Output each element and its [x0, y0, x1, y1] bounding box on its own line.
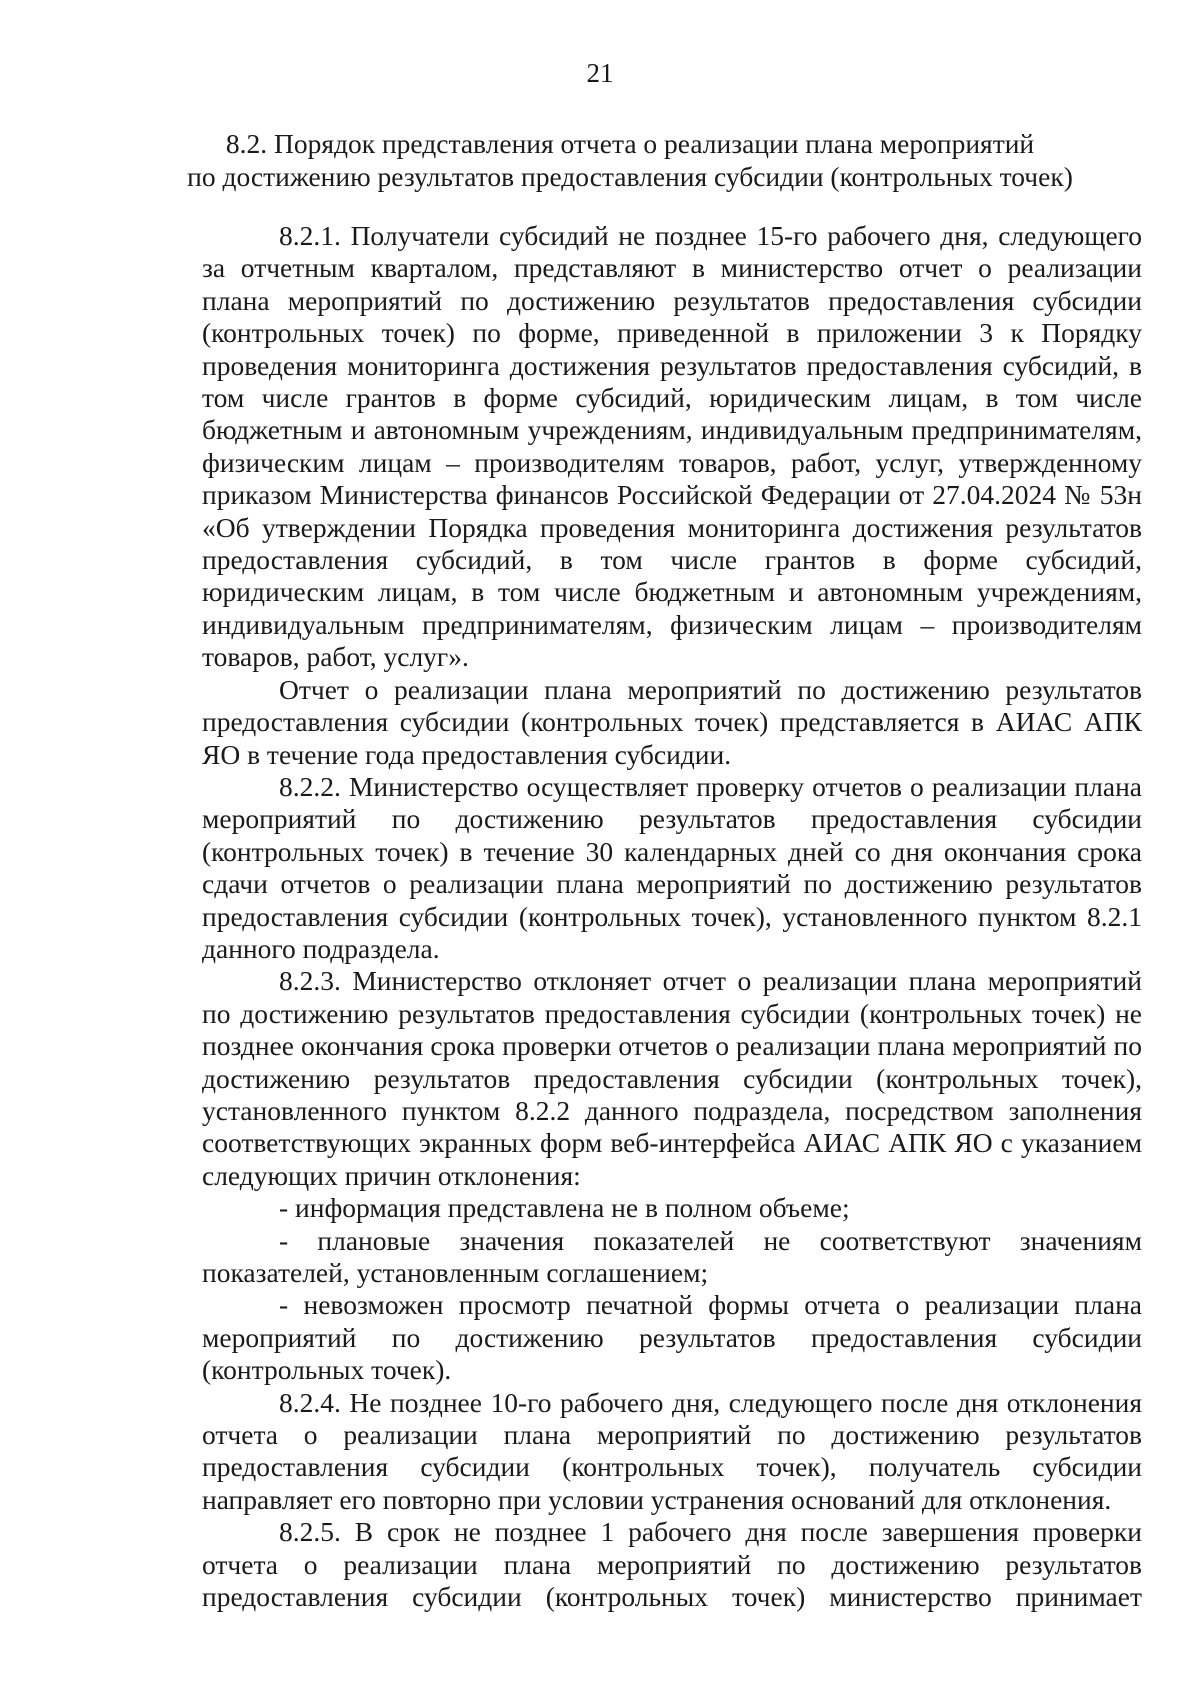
- list-item-rejection-reason: - невозможен просмотр печатной формы отчета о реализации плана мероприятий по достижению результатов предоставления субсидии (контрольных точек).: [202, 1289, 1142, 1386]
- paragraph-8-2-1: 8.2.1. Получатели субсидий не позднее 15-го рабочего дня, следующего за отчетным кварталом, представляют в министерство отчет о реализации плана мероприятий по достижению результатов предоставления субсидии (контрольных точек) по форме, приведенной в приложении 3 к Порядку проведения мониторинга достижения результатов предоставления субсидий, в том числе грантов в форме субсидий, юридическим лицам, в том числе бюджетным и автономным учреждениям, индивидуальным предпринимателям, физическим лицам – производителям товаров, работ, услуг, утвержденному приказом Министерства финансов Российской Федерации от 27.04.2024 № 53н «Об утверждении Порядка проведения мониторинга достижения результатов предоставления субсидий, в том числе грантов в форме субсидий, юридическим лицам, в том числе бюджетным и автономным учреждениям, индивидуальным предпринимателям, физическим лицам – производителям товаров, работ, услуг».: [202, 220, 1142, 673]
- section-heading-line-2: по достижению результатов предоставления субсидии (контрольных точек): [187, 161, 1073, 192]
- paragraph-8-2-5: 8.2.5. В срок не позднее 1 рабочего дня после завершения проверки отчета о реализации плана мероприятий по достижению результатов предоставления субсидии (контрольных точек) министерство принимает: [202, 1516, 1142, 1613]
- paragraph-8-2-3: 8.2.3. Министерство отклоняет отчет о реализации плана мероприятий по достижению результатов предоставления субсидии (контрольных точек) не позднее окончания срока проверки отчетов о реализации плана мероприятий по достижению результатов предоставления субсидии (контрольных точек), установленного пунктом 8.2.2 данного подраздела, посредством заполнения соответствующих экранных форм веб-интерфейса АИАС АПК ЯО с указанием следующих причин отклонения:: [202, 965, 1142, 1191]
- section-heading: [160, 127, 1100, 193]
- paragraph-report-submission: Отчет о реализации плана мероприятий по достижению результатов предоставления субсидии (контрольных точек) представляется в АИАС АПК ЯО в течение года предоставления субсидии.: [202, 673, 1142, 770]
- list-item-rejection-reason: - плановые значения показателей не соответствуют значениям показателей, установленным соглашением;: [202, 1224, 1142, 1288]
- document-body: [202, 220, 1142, 1613]
- paragraph-8-2-4: 8.2.4. Не позднее 10-го рабочего дня, следующего после дня отклонения отчета о реализации плана мероприятий по достижению результатов предоставления субсидии (контрольных точек), получатель субсидии направляет его повторно при условии устранения оснований для отклонения.: [202, 1386, 1142, 1515]
- paragraph-8-2-2: 8.2.2. Министерство осуществляет проверку отчетов о реализации плана мероприятий по достижению результатов предоставления субсидии (контрольных точек) в течение 30 календарных дней со дня окончания срока сдачи отчетов о реализации плана мероприятий по достижению результатов предоставления субсидии (контрольных точек), установленного пунктом 8.2.1 данного подраздела.: [202, 770, 1142, 964]
- section-heading-line-1: 8.2. Порядок представления отчета о реализации плана мероприятий: [225, 128, 1035, 159]
- page-number: 21: [586, 58, 614, 88]
- list-item-rejection-reason: - информация представлена не в полном объеме;: [279, 1192, 850, 1224]
